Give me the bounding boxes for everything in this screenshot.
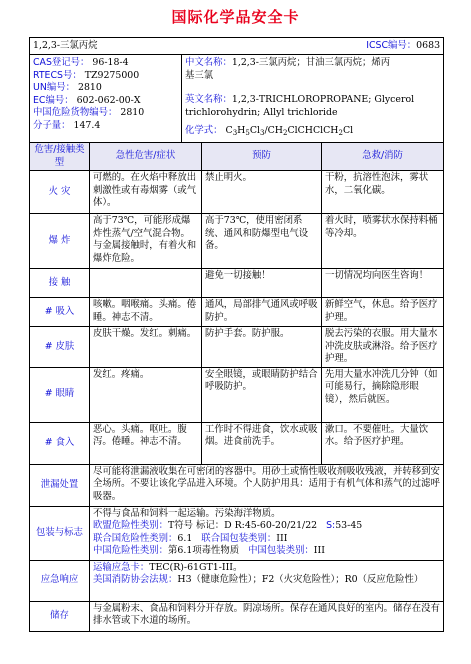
cn-dangerous-goods-label: 中国危险货物编号： bbox=[33, 107, 118, 118]
un-label: UN编号： bbox=[33, 82, 76, 93]
emergency-label: 应急响应 bbox=[30, 560, 90, 601]
hazard-row-inhalation bbox=[30, 298, 444, 327]
icsc-number: 0683 bbox=[416, 39, 441, 51]
hazard-row-contact bbox=[30, 269, 444, 298]
chinese-name-line-1: 1,2,3-三氯丙烷；甘油三氯丙烷；烯丙 bbox=[231, 57, 391, 68]
molecular-weight: 147.4 bbox=[73, 119, 101, 131]
skin-hazard: 皮肤干燥。发红。刺痛。 bbox=[90, 327, 202, 368]
row-type-ingestion: # 食入 bbox=[30, 422, 90, 464]
eyes-first-aid: 先用大量水冲洗几分钟（如可能易行，摘除隐形眼镜），然后就医。 bbox=[322, 367, 444, 422]
row-type-skin: # 皮肤 bbox=[30, 327, 90, 368]
un-class-value: 6.1 bbox=[177, 532, 193, 544]
fire-prevention: 禁止明火。 bbox=[202, 171, 322, 214]
emergency-row bbox=[30, 560, 444, 601]
cn-class-value: 第6.1项毒性物质 bbox=[168, 545, 240, 556]
cas-label: CAS登记号： bbox=[33, 57, 90, 68]
nfpa-label: 美国消防协会法规： bbox=[93, 574, 178, 585]
eu-class-label: 欧盟危险性类别： bbox=[93, 520, 169, 531]
ingestion-first-aid: 漱口。不要催吐。大量饮水。给予医疗护理。 bbox=[322, 422, 444, 464]
inhalation-hazard: 咳嗽。咽喉痛。头痛。倦睡。神志不清。 bbox=[90, 298, 202, 327]
card-header-row bbox=[30, 38, 444, 55]
row-type-explosion: 爆 炸 bbox=[30, 214, 90, 269]
identification-row bbox=[30, 55, 444, 143]
formula-label: 化学式： bbox=[185, 125, 223, 136]
column-header-hazard: 急性危害/症状 bbox=[90, 143, 202, 171]
packaging-label: 包装与标志 bbox=[30, 506, 90, 560]
nfpa-value: H3（健康危险性）；F2（火灾危险性）；R0（反应危险性） bbox=[177, 574, 424, 585]
cn-pack-label: 中国包装类别： bbox=[248, 545, 314, 556]
rtecs-label: RTECS号： bbox=[33, 69, 82, 81]
explosion-hazard: 高于73℃，可能形成爆炸性蒸气/空气混合物。与金属接触时，有着火和爆炸危险。 bbox=[90, 214, 202, 269]
identifiers-cell bbox=[30, 55, 182, 143]
hazard-row-explosion bbox=[30, 214, 444, 269]
rtecs-number: TZ9275000 bbox=[84, 69, 140, 81]
row-type-fire: 火 灾 bbox=[30, 171, 90, 214]
skin-prevention: 防护手套。防护服。 bbox=[202, 327, 322, 368]
storage-label: 储存 bbox=[30, 601, 90, 631]
ec-label: EC编号： bbox=[33, 94, 74, 106]
icsc-label: ICSC编号： bbox=[366, 39, 417, 51]
storage-text: 与金属粉末、食品和饲料分开存放。阴凉场所。保存在通风良好的室内。储存在没有排水管或下水道的场所。 bbox=[90, 601, 444, 631]
storage-row bbox=[30, 601, 444, 631]
un-number: 2810 bbox=[78, 82, 102, 93]
contact-prevention: 避免一切接触！ bbox=[202, 269, 322, 298]
s-phrase-value: 53-45 bbox=[335, 520, 363, 531]
un-class-label: 联合国危险性类别： bbox=[93, 532, 178, 544]
chinese-name-line-2: 基三氯 bbox=[185, 69, 214, 81]
inhalation-first-aid: 新鲜空气，休息。给予医疗护理。 bbox=[322, 298, 444, 327]
chemical-formula: $C_3H_5Cl_3/CH_2ClCHClCH_2Cl$ bbox=[225, 125, 354, 137]
packaging-transport-note: 不得与食品和饲料一起运输。污染海洋物质。 bbox=[93, 507, 281, 519]
english-name-line-1: 1,2,3-TRICHLOROPROPANE; Glycerol bbox=[231, 94, 415, 105]
english-name-line-2: trichlorohydrin; Allyl trichloride bbox=[185, 106, 338, 118]
s-phrase-label: S: bbox=[326, 520, 336, 531]
chemical-name: 1,2,3-三氯丙烷 bbox=[33, 39, 98, 51]
inhalation-prevention: 通风，局部排气通风或呼吸防护。 bbox=[202, 298, 322, 327]
column-header-prevention: 预防 bbox=[202, 143, 322, 171]
fire-first-aid: 干粉，抗溶性泡沫，雾状水，二氧化碳。 bbox=[322, 171, 444, 214]
ingestion-hazard: 恶心。头痛。呕吐。腹泻。倦睡。神志不清。 bbox=[90, 422, 202, 464]
chinese-name-label: 中文名称： bbox=[185, 57, 232, 68]
contact-hazard bbox=[90, 269, 202, 298]
row-type-contact: 接 触 bbox=[30, 269, 90, 298]
row-type-eyes: # 眼睛 bbox=[30, 367, 90, 422]
hazard-row-eyes bbox=[30, 367, 444, 422]
safety-card-table bbox=[29, 37, 444, 632]
names-cell bbox=[182, 55, 444, 143]
english-name-label: 英文名称： bbox=[185, 94, 232, 105]
packaging-row bbox=[30, 506, 444, 560]
cas-number: 96-18-4 bbox=[92, 57, 129, 68]
column-header-row bbox=[30, 143, 444, 171]
column-header-type: 危害/接触类型 bbox=[30, 143, 90, 171]
cn-pack-value: III bbox=[313, 545, 325, 556]
ec-number: 602-062-00-X bbox=[76, 94, 141, 106]
eu-class-value: T符号 标记：D R:45-60-20/21/22 bbox=[168, 520, 318, 531]
column-header-first-aid: 急救/消防 bbox=[322, 143, 444, 171]
cn-dangerous-goods-number: 2810 bbox=[120, 107, 145, 118]
hazard-row-fire bbox=[30, 171, 444, 214]
eyes-hazard: 发红。疼痛。 bbox=[90, 367, 202, 422]
hazard-row-ingestion bbox=[30, 422, 444, 464]
eyes-prevention: 安全眼镜，或眼睛防护结合呼吸防护。 bbox=[202, 367, 322, 422]
emergency-content bbox=[90, 560, 444, 601]
un-pack-value: III bbox=[276, 532, 288, 544]
card-title: 国际化学品安全卡 bbox=[171, 8, 300, 26]
cn-class-label: 中国危险性类别： bbox=[93, 545, 169, 556]
transport-card-label: 运输应急卡： bbox=[93, 561, 150, 573]
skin-first-aid: 脱去污染的衣服。用大量水冲洗皮肤或淋浴。给予医疗护理。 bbox=[322, 327, 444, 368]
packaging-content bbox=[90, 506, 444, 560]
row-type-inhalation: # 吸入 bbox=[30, 298, 90, 327]
un-pack-label: 联合国包装类别： bbox=[201, 532, 277, 544]
molecular-weight-label: 分子量： bbox=[33, 119, 71, 131]
spill-label: 泄漏处置 bbox=[30, 464, 90, 506]
spill-row bbox=[30, 464, 444, 506]
contact-first-aid: 一切情况均向医生咨询！ bbox=[322, 269, 444, 298]
transport-card-value: TEC(R)-61GT1-III。 bbox=[149, 561, 243, 573]
explosion-prevention: 高于73℃，使用密闭系统、通风和防爆型电气设备。 bbox=[202, 214, 322, 269]
ingestion-prevention: 工作时不得进食，饮水或吸烟。进食前洗手。 bbox=[202, 422, 322, 464]
fire-hazard: 可燃的。在火焰中释放出刺激性或有毒烟雾（或气体）。 bbox=[90, 171, 202, 214]
hazard-row-skin bbox=[30, 327, 444, 368]
spill-text: 尽可能将泄漏液收集在可密闭的容器中。用砂土或惰性吸收剂吸收残液，并转移到安全场所。不要让该化学品进入环境。个人防护用具：适用于有机气体和蒸气的过滤呼吸器。 bbox=[90, 464, 444, 506]
explosion-first-aid: 着火时，喷雾状水保持料桶等冷却。 bbox=[322, 214, 444, 269]
